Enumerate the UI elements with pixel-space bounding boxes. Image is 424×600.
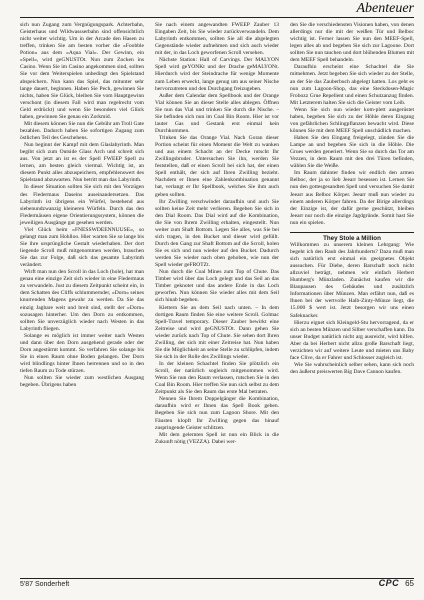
footer-rule bbox=[20, 578, 414, 579]
paragraph: Wenn Sie sich nun wieder kom-plett ausgerüstet haben, begeben Sie sich zu der Höhle deren Eingang von gefährlichen Schlingpflanzen bewacht wird. Diese können Sie mit dem MEEF Spell unschädlich machen. bbox=[290, 106, 414, 134]
paragraph: Mit diesem können Sie nun die Gebühr am Troll Gate bezahlen. Dadurch haben Sie sofortigen Zugang zum östlichen Teil des Geschehens. bbox=[20, 120, 144, 141]
paragraph: Sie nach einem angewandten FWEEP Zauber 13 Eingaben Zeit, bis Sie wieder zurückverwandeln. Dem Labyrinth entkommen, sollten Sie all die abgelegten Gegenstände wieder aufnehmen und sich auch wieder mit der, in das Loch geworfenen Scroll versehen. bbox=[155, 22, 279, 57]
paragraph: Nächste Station: Hall of Carvings. Der MALYON Spell wird geYONKt und der Drache geMALYONt. Hierdurch wird der Steindrache für wenige Momente zum Leben erweckt, lange genug um aus seiner Nische hervorzutreten und den Durchgang freizugeben. bbox=[155, 57, 279, 92]
paragraph: Viel Glück beim »FNESSWDEENNUUSE«, so gelangt man zum Hohlloo. Hier warten Sie so lange bis Sie ihre ursprüngliche Gestalt wiederhaben. Der dort liegende Scroll muß mitgenommen werden, brauchen Sie das zur Folge, daß sich das gesamte Labyrinth verändert. bbox=[20, 226, 144, 269]
footer-brand-area bbox=[379, 578, 414, 588]
issue-label: 5'87 Sonderheft bbox=[20, 581, 70, 588]
paragraph: Solange es möglich ist immer weiter nach Westen und dann über den Dorn ausgehend gerade oder der Dorn angestürmt kommt. So verfahren Sie solange bis Sie in einen Raum ohne Boden gelangen. Der Dorn wird blindlings hinter Ihnen herrennen und so in den tiefen Raum zu Tode stürzen. bbox=[20, 332, 144, 375]
text-column-2 bbox=[155, 22, 279, 446]
paragraph: Im Raum dahinter finden wir endlich den armen Belboc, der ja so lieb Jeearr besessen ist. Lernen Sie nun den gottesgesandten Spell und versuchen Sie damit Jeearr aus Belboc Körper. Jeearr muß nun wieder zu einem anderen Körper fahren. Da der Birige allerdings der Einzige ist, der dafür gerne geschützt, bleiben Jeearr nur noch die einzige Jagdgründe. Somit hast Sie nun ein spielen. bbox=[290, 170, 414, 226]
text-column-3 bbox=[290, 22, 414, 376]
section-title: Abenteuer bbox=[356, 1, 414, 16]
page-number: 65 bbox=[405, 578, 414, 588]
text-column-1 bbox=[20, 22, 144, 389]
paragraph: Trinken Sie das Orange Vial. Nach Goran dieser Portion scheint für einen Moment die Welt zu wanken und aus einem Schacht an der Decke rutscht Ihr Zwillingsbruder. Untersuchen Sie ihn, werden Sie feststellen, daß er einen Scroll bei sich hat, der einen Spell enthält, der sich auf Ihren Zwilling bezieht. Nachdem er Ihnen eine Zahlenkombination genannt hat, verlangt er Ihr Spellbook, welches Sie ihm auch geben sollten. bbox=[155, 135, 279, 198]
article-box bbox=[290, 232, 414, 376]
article-heading: They Stole a Million bbox=[323, 234, 381, 242]
paragraph: Wie Sie wahrscheinlich selber sehen, kann sich noch den äußerst preiswerten Big Dave Cannon kaufen. bbox=[290, 361, 414, 375]
paragraph: sich nun Zugang zum Vergnügungspark. Achterbahn, Geisterhaus und Wildwassserbahn sind offensichtlich nicht weiter wichtig. Um in der Arcade den Hasen zu treffen, trinken Sie am besten vorher die »Foobble Potion« aus dem »Aqua Vial«. Der Gewinn, ein »Spell«, wird geGNUSTOt. Nun zum Zocken ins Casino. Wenn Sie im Casino angekommen sind, sollten Sie vor dem Weiterspielen unbedingt den Spielstand abspeichern. Nun kann das Spiel, das mitunter sehr lange dauert, beginnen. Haben Sie Pech, gewinnen Sie nichts, haben Sie Glück, bleiben Sie vom Hauptgewinn verschont (in diesem Fall wird man regelrecht vom Geld erdrückt) und wenn Sie besonders viel Glück haben, gewinnen Sie genau ein Zorkmid. bbox=[20, 22, 144, 120]
paragraph: Ihr Zwilling verschwindet daraufhin und auch Sie sollten keine Zeit mehr verlieren. Begeben Sie sich in den Dial Room. Das Dial wird auf die Kombination, die Sie von Ihrem Zwilling erhalten, eingestellt. Nun weiter zum Shaft Bottom. Legen Sie alles, was Sie bei sich tragen, in den Bucket und dieser wird gefüllt. Durch den Gang zur Shaft Bottom auf die Scroll, holen Sie es sich und nun wieder auf den Bucket. Dadurch werden Sie wieder nach oben gehoben, wie nun der Spell wieder geFROTZt. bbox=[155, 198, 279, 269]
paragraph: Hierzu eignet sich Kleingeld-Stu hervorragend, da er sich an besten Münzen und Silber verschaffen kann. Da unser Budget natürlich nicht arg ausreicht, wird hilfen. Aber da bei Herbert nicht allzu große Barschaft liegt, verzichten wir auf weitere Leute und mieten uns Baby face Clive, da er Fahrer und Schlosser zugleich ist. bbox=[290, 319, 414, 361]
paragraph: Nun beginnt der Kampf mit dem Glaslabyrinth. Man begibt sich zum Outside Glass Arch und schreit sich aus. Von jetzt an ist es der Spell FWEEP Spell zu lernen, am besten gleich viermal. Wichtig ist, an diesem Punkt alles abzuspeichern, empfehlenswert des Spielstand abzuwarten. Nun betritt man das Labyrinth. bbox=[20, 142, 144, 184]
paragraph: Nun durch die Coal Mines zum Top of Chute. Das Timber wird über das Loch gelegt und das Seil an das Timber geknotet und das andere Ende in das Loch geworfen. Nun können Sie wieder alles mit dem Seil sich hinab begeben. bbox=[155, 269, 279, 304]
paragraph: Nennen Sie Ihrem Doppelgänger die Kombination, daraufhin wird er Ihnen das Spell Book geben. Begeben Sie sich nun zum Lagoon Shore. Mit den Fäusten klopft Ihr Zwilling gegen das hinauf zuspringende Geister schlitzen. bbox=[155, 396, 279, 431]
paragraph: den Sie die verschiedensten Visionen haben, von denen allerdings nur die mit der weißen Tür und Belboc wichtig ist. Ferner lassen Sie nun den MEEF-Spell, legen alles ab und begeben Sie sich zur Lagoone. Dort sollten Sie nun tauchen und dort blühenden Blumen mit dem MEEF Spell behandeln. bbox=[290, 22, 414, 64]
paragraph: Haben Sie den Eingang freigelegt, zünden Sie die Lampe an und begeben Sie sich in die Höhle. Die Grues werden generiert. Wenn Sie so durch das Tor am Vezzen, in dem Raum mit den drei Türen befinden, wählen Sie die Weiße. bbox=[290, 135, 414, 170]
paragraph: Mit dem gelernten Spell ist nun ein Blick in die Zukunft nötig (VEZZA). Dabei wer- bbox=[155, 431, 279, 445]
paragraph: In dieser Situation sollten Sie sich mit den Vorzügen des Fledermaus Daseins auseinandersetzen. Das Labyrinth ist übrigens ein Würfel, bestehend aus siebenundzwanzig kleineren Würfeln. Durch das den Fledermäusen eigene Orientierungssystem, können die jeweiligen Ausgänge gut gesehen werden. bbox=[20, 184, 144, 226]
paragraph: Außer dem Calendar dem Spellbook und der Orange Vial können Sie an dieser Stelle alles ablegen. Öffnen Sie nun das Vial und trinken Sie durch die Nische. – Sie befinden sich nun im Coal Bin Room. Hier ist vor lauter Gas und Gestank erst einmal kein Durchkommen. bbox=[155, 92, 279, 134]
paragraph: Daraufhin erscheint eine Schachtel die Sie mitnehmen. Jetzt begeben Sie sich wieder zu der Stelle, an der Sie das Zauberbuch abgelegt hatten. Los geht es nun zum Lagoon-Shop, das eine Steckdosen-Magic Frobozz Grue Repellent und einen Schutzanzug finden. Mit Letzterem halten Sie sich die Geister vom Leib. bbox=[290, 64, 414, 106]
magazine-logo: CPC bbox=[378, 578, 400, 588]
paragraph: Willkommen zu unserem kleinen Lehrgang: Wie begeht ich den Raub des Jahrhunderts? Dazu muß man sich natürlich erst einmal ein geeignetes Objekt aussuchen. Für Diebe, deren Barschaft noch nicht allzuviel beträgt, nehmen wir einfach Herbert Humberg's Münzladen. Zunächst kaufen wir die Blaupausen des Gebäudes und zusätzlich Informationen über Münzen. Man erfährt nun, daß es Ihnen bei der wertvolle Halb-Zinty-Münze liegt, die 15.000 $ wert ist. Jetzt besorgen wir uns einen Safeknacker. bbox=[290, 241, 414, 319]
paragraph: Wirft man nun den Scroll in das Loch (hole), hat man genau eine einzige Zeit sich wieder in eine Fledermaus zu verwandeln. Just zu diesem Zeitpunkt scheint ein, in dem Schatten des Cliffs schlummernder, »Dorn« seines knurrenden Magens gewahr zu werden. Da Sie das einzig Jagbare weit und breit sind, stellt der »Dorn« sozusagen hinterher. Um den Dorn zu entkommen, sollten Sie unverzüglich wieder nach Westen in das Labyrinth fliegen. bbox=[20, 269, 144, 332]
header-rule bbox=[20, 17, 414, 18]
paragraph: Nun sollten Sie wieder zum westlichen Ausgang begeben. Übrigens haben bbox=[20, 375, 144, 389]
paragraph: In der kleinen Schachtel finden Sie plötzlich ein Scroll, der natürlich sogleich mitgenommen wird. Wenn Sie nun den Raum verlassen, rutschen Sie in den Coal Bin Room. Hier treffen Sie nun sich selbst zu dem Zeitpunkt als Sie den Raum das erste Mal betraten. bbox=[155, 361, 279, 396]
paragraph: Klettern Sie an dem Seil nach unten. – In dem dortigen Raum finden Sie eine weitere Scroll. Golmac Spell-Travel temporary. Dieser Zauber bewirkt eine Zeitreise und wird geGNUSTOt. Dann gehen Sie wieder zurück nach Top of Chute. Sie sehen dort Ihren Zwilling, der sich mit einer Zeitreise hat. Nun haben Sie die Möglichkeit an seine Stelle zu schlüpfen, indem Sie sich in der Rolle des Zwillings wieder. bbox=[155, 304, 279, 360]
